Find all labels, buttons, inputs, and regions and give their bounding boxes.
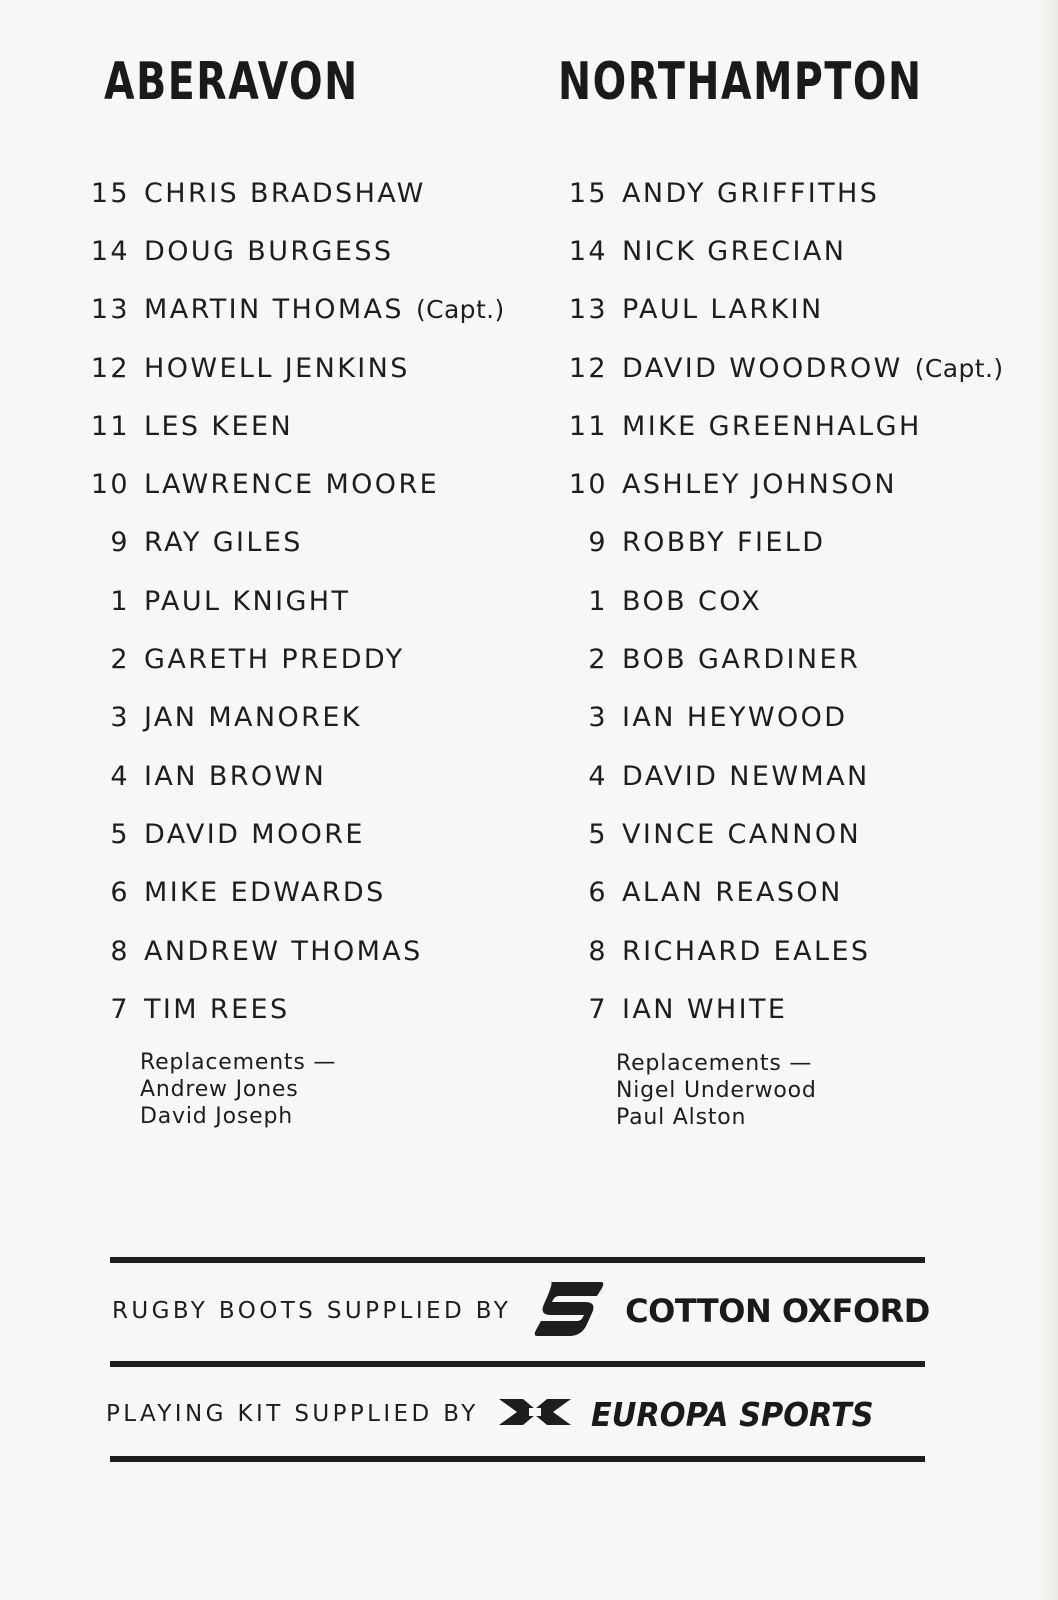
player-name: PAUL KNIGHT (144, 585, 351, 617)
player-name: DAVID WOODROW (622, 352, 903, 384)
player-row (556, 747, 1003, 805)
player-number: 12 (90, 352, 130, 384)
team-title-northampton: NORTHAMPTON (558, 52, 923, 112)
divider-rule (110, 1257, 925, 1263)
player-row (78, 514, 505, 572)
player-name: DAVID MOORE (144, 818, 365, 850)
player-name: DAVID NEWMAN (622, 760, 870, 792)
player-name: DOUG BURGESS (144, 235, 394, 267)
captain-note: (Capt.) (415, 295, 505, 325)
player-row (556, 922, 1003, 980)
sponsor-kit (106, 1384, 936, 1444)
player-row (556, 980, 1003, 1038)
player-number: 13 (568, 294, 608, 326)
player-number: 2 (110, 644, 130, 676)
player-number: 12 (568, 352, 608, 384)
player-number: 15 (90, 177, 130, 209)
player-row (556, 514, 1003, 572)
player-row (556, 455, 1003, 513)
europa-sports-logo-icon (499, 1397, 571, 1431)
player-number: 5 (110, 818, 130, 850)
player-row (556, 397, 1003, 455)
player-row (78, 572, 505, 630)
player-number: 1 (588, 585, 608, 617)
player-number: 14 (568, 235, 608, 267)
player-name: NICK GRECIAN (622, 235, 847, 267)
player-name: TIM REES (144, 993, 290, 1025)
player-row (556, 222, 1003, 280)
player-row (78, 164, 505, 222)
player-name: MIKE GREENHALGH (622, 410, 922, 442)
player-name: IAN WHITE (622, 993, 788, 1025)
player-number: 9 (110, 527, 130, 559)
player-number: 10 (568, 469, 608, 501)
player-number: 14 (90, 235, 130, 267)
divider-rule (110, 1456, 925, 1462)
player-number: 3 (588, 702, 608, 734)
europa-sports-brand: EUROPA SPORTS (590, 1394, 874, 1434)
player-row (556, 281, 1003, 339)
player-name: ANDY GRIFFITHS (622, 177, 880, 209)
player-row (556, 630, 1003, 688)
player-number: 15 (568, 177, 608, 209)
replacements-label: Replacements — (616, 1051, 813, 1076)
player-row (78, 397, 505, 455)
player-number: 7 (110, 993, 130, 1025)
player-number: 6 (110, 877, 130, 909)
player-name: RICHARD EALES (622, 935, 871, 967)
cotton-oxford-s-logo-icon (531, 1280, 607, 1342)
player-number: 1 (110, 585, 130, 617)
player-name: ROBBY FIELD (622, 527, 826, 559)
player-row (78, 455, 505, 513)
player-name: GARETH PREDDY (144, 644, 405, 676)
player-name: HOWELL JENKINS (144, 352, 410, 384)
page-edge (1036, 0, 1058, 1600)
replacement-player: Nigel Underwood (616, 1078, 817, 1103)
player-name: LES KEEN (144, 410, 294, 442)
player-number: 11 (568, 410, 608, 442)
player-number: 3 (110, 702, 130, 734)
player-name: PAUL LARKIN (622, 294, 824, 326)
player-row (78, 980, 505, 1038)
player-row (78, 630, 505, 688)
player-row (78, 805, 505, 863)
player-name: BOB GARDINER (622, 644, 861, 676)
player-row (78, 747, 505, 805)
player-row (78, 222, 505, 280)
player-number: 7 (588, 993, 608, 1025)
player-number: 2 (588, 644, 608, 676)
player-number: 4 (110, 760, 130, 792)
replacements-aberavon (140, 1049, 336, 1130)
player-row (78, 339, 505, 397)
player-name: RAY GILES (144, 527, 303, 559)
sponsor-boots-text: RUGBY BOOTS SUPPLIED BY (112, 1298, 512, 1324)
player-row (78, 281, 505, 339)
player-number: 6 (588, 877, 608, 909)
player-name: BOB COX (622, 585, 763, 617)
player-name: IAN BROWN (144, 760, 327, 792)
player-name: MIKE EDWARDS (144, 877, 386, 909)
player-row (556, 689, 1003, 747)
player-name: ALAN REASON (622, 877, 843, 909)
player-row (78, 922, 505, 980)
player-number: 9 (588, 527, 608, 559)
divider-rule (110, 1361, 925, 1367)
player-number: 8 (588, 935, 608, 967)
player-number: 11 (90, 410, 130, 442)
player-name: CHRIS BRADSHAW (144, 177, 426, 209)
replacements-label: Replacements — (140, 1050, 337, 1075)
player-row (556, 339, 1003, 397)
player-row (78, 864, 505, 922)
replacement-player: David Joseph (140, 1104, 293, 1129)
player-name: ANDREW THOMAS (144, 935, 423, 967)
roster-northampton (556, 164, 1003, 1038)
replacement-player: Andrew Jones (140, 1077, 299, 1102)
cotton-oxford-brand: COTTON OXFORD (625, 1292, 930, 1330)
player-name: VINCE CANNON (622, 818, 862, 850)
player-number: 4 (588, 760, 608, 792)
player-name: MARTIN THOMAS (144, 294, 404, 326)
player-name: IAN HEYWOOD (622, 702, 848, 734)
player-number: 5 (588, 818, 608, 850)
captain-note: (Capt.) (914, 353, 1004, 383)
roster-aberavon (78, 164, 505, 1038)
player-row (556, 805, 1003, 863)
player-name: JAN MANOREK (144, 702, 362, 734)
replacement-player: Paul Alston (616, 1105, 747, 1130)
player-row (556, 572, 1003, 630)
player-name: ASHLEY JOHNSON (622, 469, 897, 501)
sponsor-kit-text: PLAYING KIT SUPPLIED BY (106, 1401, 479, 1427)
player-row (78, 689, 505, 747)
player-number: 8 (110, 935, 130, 967)
player-row (556, 164, 1003, 222)
player-number: 13 (90, 294, 130, 326)
sponsor-boots (112, 1281, 942, 1341)
player-name: LAWRENCE MOORE (144, 469, 440, 501)
replacements-northampton (616, 1050, 817, 1131)
player-row (556, 864, 1003, 922)
team-title-aberavon: ABERAVON (104, 52, 359, 112)
player-number: 10 (90, 469, 130, 501)
